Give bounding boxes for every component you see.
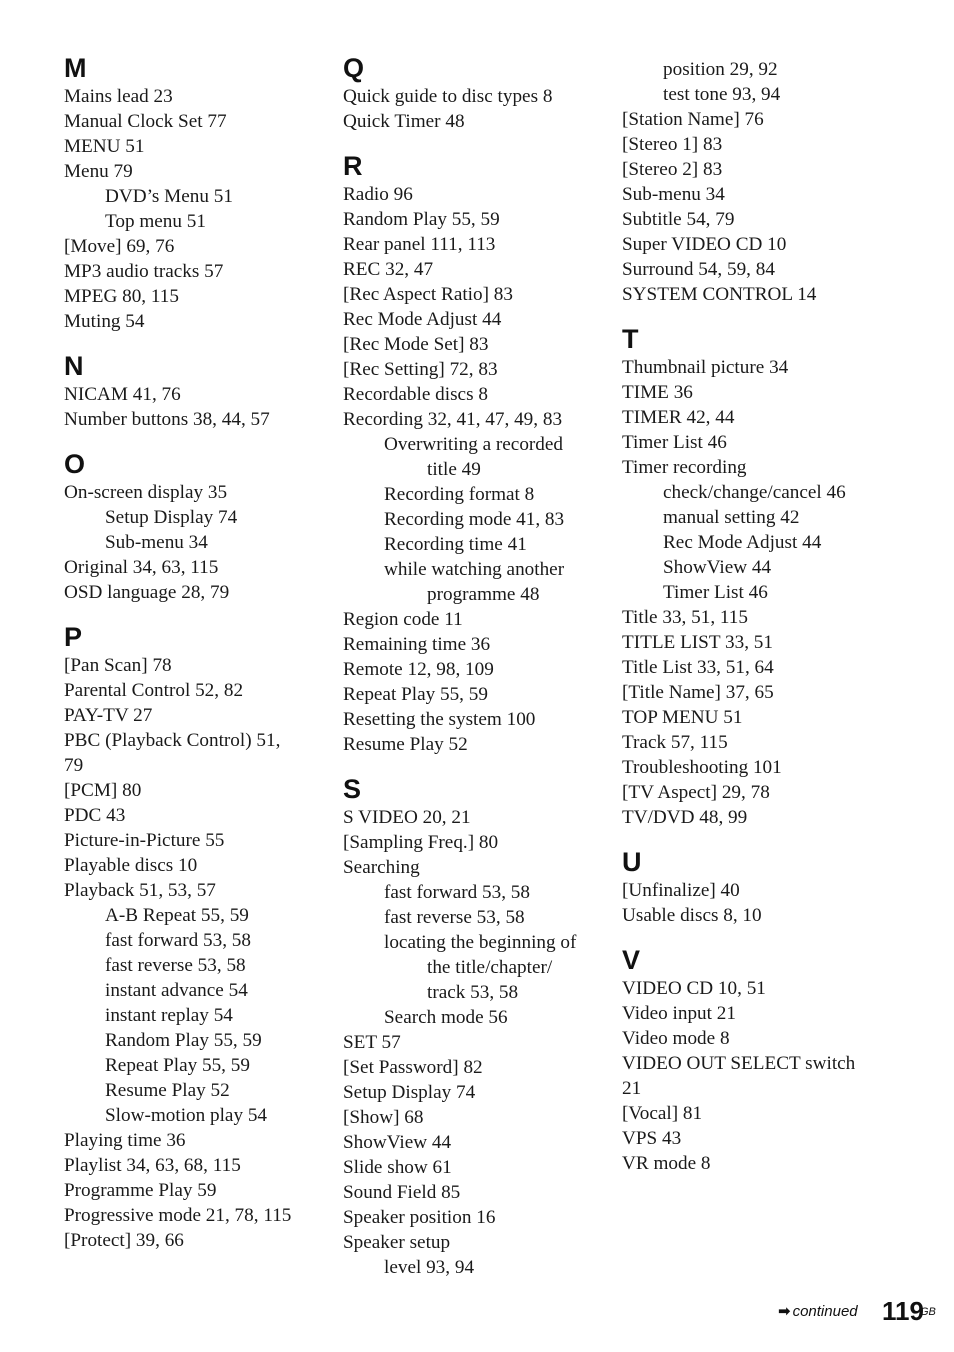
index-subentry: Setup Display 74 xyxy=(105,507,238,528)
index-entry: Programme Play 59 xyxy=(64,1180,217,1201)
index-subentry: track 53, 58 xyxy=(427,982,519,1003)
index-entry: Rear panel 111, 113 xyxy=(343,234,496,255)
index-entry: Super VIDEO CD 10 xyxy=(622,234,787,255)
section-letter: P xyxy=(64,622,83,652)
index-entry: SYSTEM CONTROL 14 xyxy=(622,284,817,305)
index-entry: Recordable discs 8 xyxy=(343,384,488,405)
index-entry: Original 34, 63, 115 xyxy=(64,557,219,578)
index-entry: Troubleshooting 101 xyxy=(622,757,782,778)
index-entry: [Show] 68 xyxy=(343,1107,424,1128)
index-entry: Playback 51, 53, 57 xyxy=(64,880,216,901)
index-entry: PDC 43 xyxy=(64,805,126,826)
index-subentry: Resume Play 52 xyxy=(105,1080,230,1101)
index-entry: TV/DVD 48, 99 xyxy=(622,807,748,828)
index-entry: Region code 11 xyxy=(343,609,463,630)
index-subentry: Recording time 41 xyxy=(384,534,527,555)
page-number: 119 xyxy=(882,1296,924,1326)
index-section-p xyxy=(64,621,339,1253)
index-entry: TITLE LIST 33, 51 xyxy=(622,632,773,653)
index-entry: Usable discs 8, 10 xyxy=(622,905,762,926)
section-letter: Q xyxy=(343,53,365,83)
section-letter: T xyxy=(622,324,639,354)
index-subentry: Sub-menu 34 xyxy=(105,532,208,553)
index-subentry: Slow-motion play 54 xyxy=(105,1105,268,1126)
section-letter: R xyxy=(343,151,363,181)
index-entry: Number buttons 38, 44, 57 xyxy=(64,409,270,430)
index-entry: Title List 33, 51, 64 xyxy=(622,657,774,678)
index-subentry: Rec Mode Adjust 44 xyxy=(663,532,822,553)
index-subentry: DVD’s Menu 51 xyxy=(105,186,233,207)
index-entry: [Set Password] 82 xyxy=(343,1057,483,1078)
index-entry: PAY-TV 27 xyxy=(64,705,153,726)
index-subentry: position 29, 92 xyxy=(663,59,778,80)
index-entry: [Rec Aspect Ratio] 83 xyxy=(343,284,513,305)
index-entry: Progressive mode 21, 78, 115 xyxy=(64,1205,292,1226)
index-column-3 xyxy=(622,57,897,1192)
index-subentry: Overwriting a recorded xyxy=(384,434,564,455)
index-section-r xyxy=(343,150,618,757)
index-entry: 21 xyxy=(622,1078,642,1099)
index-entry: [Stereo 2] 83 xyxy=(622,159,723,180)
index-subentry: ShowView 44 xyxy=(663,557,772,578)
index-entry: Random Play 55, 59 xyxy=(343,209,500,230)
index-section-m xyxy=(64,52,339,334)
index-entry: [Unfinalize] 40 xyxy=(622,880,740,901)
index-entry: Slide show 61 xyxy=(343,1157,452,1178)
index-entry: 79 xyxy=(64,755,84,776)
index-entry: [Protect] 39, 66 xyxy=(64,1230,184,1251)
index-entry: Title 33, 51, 115 xyxy=(622,607,748,628)
index-entry: TIMER 42, 44 xyxy=(622,407,735,428)
index-section-t xyxy=(622,323,897,830)
index-entry: Surround 54, 59, 84 xyxy=(622,259,775,280)
section-letter: S xyxy=(343,774,362,804)
index-entry: Thumbnail picture 34 xyxy=(622,357,789,378)
index-subentry: Search mode 56 xyxy=(384,1007,508,1028)
index-entry: Repeat Play 55, 59 xyxy=(343,684,488,705)
index-entry: Resetting the system 100 xyxy=(343,709,536,730)
section-letter: V xyxy=(622,945,641,975)
index-entry: Remote 12, 98, 109 xyxy=(343,659,494,680)
index-entry: PBC (Playback Control) 51, xyxy=(64,730,281,751)
index-subentry: the title/chapter/ xyxy=(427,957,553,978)
index-section-continued xyxy=(622,57,897,307)
index-entry: Mains lead 23 xyxy=(64,86,173,107)
index-entry: Radio 96 xyxy=(343,184,413,205)
section-letter: O xyxy=(64,449,86,479)
index-section-q xyxy=(343,52,618,134)
index-section-o xyxy=(64,448,339,605)
continued-label xyxy=(778,1302,858,1320)
index-subentry: instant replay 54 xyxy=(105,1005,233,1026)
index-entry: Track 57, 115 xyxy=(622,732,728,753)
index-subentry: Repeat Play 55, 59 xyxy=(105,1055,250,1076)
index-entry: Sound Field 85 xyxy=(343,1182,461,1203)
index-entry: TIME 36 xyxy=(622,382,693,403)
index-entry: Quick guide to disc types 8 xyxy=(343,86,553,107)
index-entry: Setup Display 74 xyxy=(343,1082,476,1103)
index-subentry: while watching another xyxy=(384,559,565,580)
index-subentry: level 93, 94 xyxy=(384,1257,475,1278)
index-entry: Timer recording xyxy=(622,457,747,478)
index-entry: Menu 79 xyxy=(64,161,133,182)
index-section-v xyxy=(622,944,897,1176)
index-entry: Playing time 36 xyxy=(64,1130,186,1151)
index-entry: Playable discs 10 xyxy=(64,855,198,876)
index-entry: [Vocal] 81 xyxy=(622,1103,703,1124)
index-subentry: title 49 xyxy=(427,459,481,480)
index-entry: [Rec Setting] 72, 83 xyxy=(343,359,498,380)
index-entry: SET 57 xyxy=(343,1032,401,1053)
section-letter: U xyxy=(622,847,642,877)
index-entry: [Sampling Freq.] 80 xyxy=(343,832,499,853)
index-section-s xyxy=(343,773,618,1280)
index-subentry: Recording mode 41, 83 xyxy=(384,509,565,530)
index-entry: Picture-in-Picture 55 xyxy=(64,830,225,851)
index-subentry: manual setting 42 xyxy=(663,507,800,528)
index-entry: VIDEO OUT SELECT switch xyxy=(622,1053,856,1074)
index-entry: REC 32, 47 xyxy=(343,259,434,280)
index-subentry: Recording format 8 xyxy=(384,484,535,505)
index-entry: Video input 21 xyxy=(622,1003,736,1024)
index-entry: MP3 audio tracks 57 xyxy=(64,261,224,282)
index-entry: On-screen display 35 xyxy=(64,482,228,503)
index-entry: Video mode 8 xyxy=(622,1028,730,1049)
index-subentry: programme 48 xyxy=(427,584,540,605)
section-letter: N xyxy=(64,351,84,381)
index-entry: [TV Aspect] 29, 78 xyxy=(622,782,770,803)
index-entry: Resume Play 52 xyxy=(343,734,468,755)
region-code: GB xyxy=(920,1306,936,1318)
index-entry: [Move] 69, 76 xyxy=(64,236,175,257)
index-section-u xyxy=(622,846,897,928)
index-subentry: test tone 93, 94 xyxy=(663,84,781,105)
index-column-2 xyxy=(343,52,618,1296)
index-subentry: fast forward 53, 58 xyxy=(384,882,530,903)
index-subentry: fast forward 53, 58 xyxy=(105,930,251,951)
index-entry: Recording 32, 41, 47, 49, 83 xyxy=(343,409,563,430)
index-entry: [Rec Mode Set] 83 xyxy=(343,334,489,355)
index-entry: [PCM] 80 xyxy=(64,780,142,801)
index-entry: Remaining time 36 xyxy=(343,634,491,655)
index-entry: Speaker position 16 xyxy=(343,1207,496,1228)
index-entry: Parental Control 52, 82 xyxy=(64,680,244,701)
index-entry: Rec Mode Adjust 44 xyxy=(343,309,502,330)
continued-text: continued xyxy=(792,1303,858,1320)
index-entry: Subtitle 54, 79 xyxy=(622,209,735,230)
index-subentry: Timer List 46 xyxy=(663,582,768,603)
index-subentry: A-B Repeat 55, 59 xyxy=(105,905,249,926)
index-entry: OSD language 28, 79 xyxy=(64,582,230,603)
index-subentry: check/change/cancel 46 xyxy=(663,482,846,503)
index-entry: [Stereo 1] 83 xyxy=(622,134,723,155)
index-entry: VR mode 8 xyxy=(622,1153,711,1174)
index-entry: Searching xyxy=(343,857,420,878)
index-entry: MPEG 80, 115 xyxy=(64,286,179,307)
index-entry: Timer List 46 xyxy=(622,432,727,453)
index-entry: Speaker setup xyxy=(343,1232,451,1253)
index-entry: [Title Name] 37, 65 xyxy=(622,682,774,703)
index-entry: Muting 54 xyxy=(64,311,145,332)
index-subentry: instant advance 54 xyxy=(105,980,248,1001)
index-subentry: fast reverse 53, 58 xyxy=(105,955,246,976)
index-subentry: fast reverse 53, 58 xyxy=(384,907,525,928)
index-entry: [Station Name] 76 xyxy=(622,109,764,130)
arrow-right-icon: ➡ xyxy=(778,1303,791,1320)
index-entry: Playlist 34, 63, 68, 115 xyxy=(64,1155,241,1176)
index-section-n xyxy=(64,350,339,432)
index-entry: NICAM 41, 76 xyxy=(64,384,181,405)
index-column-1 xyxy=(64,52,339,1269)
index-entry: TOP MENU 51 xyxy=(622,707,743,728)
section-letter: M xyxy=(64,53,87,83)
index-entry: S VIDEO 20, 21 xyxy=(343,807,471,828)
index-subentry: locating the beginning of xyxy=(384,932,577,953)
index-subentry: Top menu 51 xyxy=(105,211,206,232)
index-entry: [Pan Scan] 78 xyxy=(64,655,172,676)
index-entry: VPS 43 xyxy=(622,1128,682,1149)
index-entry: ShowView 44 xyxy=(343,1132,452,1153)
index-entry: Manual Clock Set 77 xyxy=(64,111,227,132)
index-entry: VIDEO CD 10, 51 xyxy=(622,978,766,999)
index-entry: Quick Timer 48 xyxy=(343,111,465,132)
index-subentry: Random Play 55, 59 xyxy=(105,1030,262,1051)
index-entry: MENU 51 xyxy=(64,136,145,157)
index-entry: Sub-menu 34 xyxy=(622,184,725,205)
